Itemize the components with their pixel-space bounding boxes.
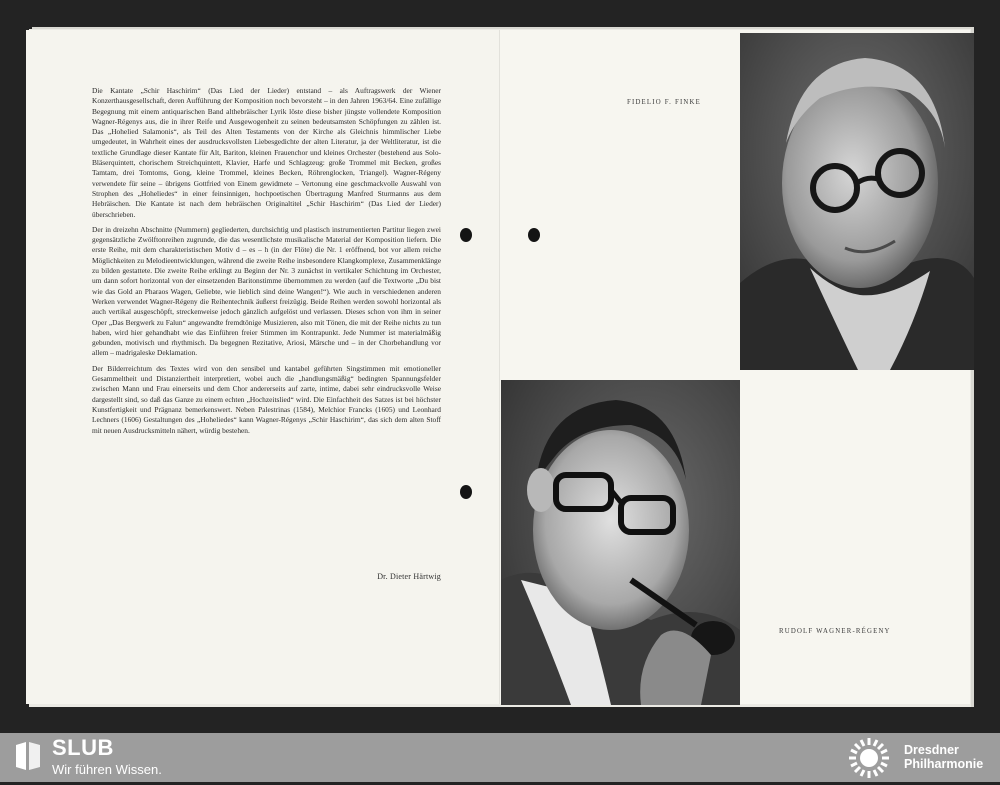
portrait-photo-finke bbox=[740, 33, 974, 370]
library-name[interactable]: SLUB bbox=[52, 735, 114, 760]
article-text bbox=[92, 86, 441, 441]
dresdner-philharmonie-logo-icon[interactable] bbox=[843, 736, 895, 785]
caption-wagner-regeny: RUDOLF WAGNER-RÉGENY bbox=[779, 628, 891, 635]
library-tagline: Wir führen Wissen. bbox=[52, 762, 162, 777]
punch-hole bbox=[460, 485, 472, 499]
paragraph-3: Der Bilderreichtum des Textes wird von den sensibel und kantabel geführten Singstimmen mit emotioneller Gesammeltheit und Distanziertheit interpretiert, wobei auch die „handlungsmäßig“ bedingten Spannungsfelder zwischen Mann und Frau einerseits und dem Chor andererseits auf zarte, intime, dabei sehr eindrucksvolle Weise dargestellt sind, so daß das Ganze zu einem echten „Hochzeitslied“ wird. Die Einfachheit des Satzes ist bei höchster Kunstfertigkeit und Prägnanz bemerkenswert. Neben Palestrinas (1584), Melchior Francks (1605) und Leonhard Lechners (1606) Gestaltungen des „Hoheliedes“ kann Wagner-Régenys „Schir Haschirim“, das sich dem alten Stoff mit neuen Ausdrucksmitteln nähert, würdig bestehen. bbox=[92, 363, 441, 435]
punch-hole bbox=[528, 228, 540, 242]
paragraph-1: Die Kantate „Schir Haschirim“ (Das Lied der Lieder) entstand – als Auftragswerk der Wiener Konzerthausgesellschaft, deren Aufführung der Komposition noch bevorsteht – in den Jahren 1963/64. Eine zufällige Begegnung mit einem antiquarischen Band althebräischer Lyrik löste diese bisher jüngste vollendete Komposition Wagner-Régenys aus, die in ihrer Reife und Ausgewogenheit zu seinen bedeutsamsten Schöpfungen zu zählen ist. Das „Hohelied Salamonis“, als Teil des Alten Testaments von der Kirche als Gleichnis himmlischer Liebe umgedeutet, in Wahrheit eines der ausdrucksvollsten Liebesgedichte der alten Literatur, ja der Weltliteratur, ist die textliche Grundlage dieser Kantate für Alt, Bariton, kleinen Frauenchor und kleines Orchester (bestehend aus Solo-Bläserquintett, chorischem Streichquintett, Klavier, Harfe und Schlagzeug: große Trommel mit Becken, großes Tamtam, drei Tomtoms, Gong, kleine Trommel, kleines Becken, Röhrenglocken, Triangel). Wagner-Régeny verwendete für seine – übrigens Gottfried von Einem gewidmete – Vertonung eine geschmackvolle Auswahl von Strophen des „Hoheliedes“ in einer feinsinnigen, hochpoetischen Übertragung Manfred Sturmanns aus dem Hebräischen. Die Kantate ist nach dem hebräischen Originaltitel „Schir Haschirim“ (Das Lied der Lieder) überschrieben. bbox=[92, 86, 441, 219]
footer-bar bbox=[0, 733, 1000, 782]
paragraph-2: Der in dreizehn Abschnitte (Nummern) gegliederten, durchsichtig und plastisch instrumentierten Partitur liegen zwei gegensätzliche Zwölftonreihen zugrunde, die das wesentlichste musikalische Material der Komposition liefern. Die erste Reihe, mit dem charakteristischen Motiv d – es – h (in der Flöte) die Nr. 1 eröffnend, bot vor allem reiche Möglichkeiten zu Melodieentwicklungen, während die zweite Reihe insbesondere Klangkomplexe, Zusammenklänge zu bilden gestattete. Die zweite Reihe erklingt zu Beginn der Nr. 3 zunächst in vertikaler Schichtung im Orchester, um dann sofort horizontal von der einsetzenden Baritonstimme übernommen zu werden (auf die Textworte „Du bist wie das Gold an Pharaos Wagen, Geliebte, wie lieblich sind deine Wangen!“). Wie auch in verschiedenen anderen Werken verwendet Wagner-Régeny die Reihentechnik äußerst freizügig. Beide Reihen werden sowohl horizontal als auch vertikal ausgeschöpft, streckenweise jedoch gänzlich aufgelöst und verlassen. Dieses schon von ihm in seiner Oper „Das Bergwerk zu Falun“ angewandte fremdtönige Musizieren, also mit Tönen, die mit der Reihe nichts zu tun haben, wird hier gehandhabt wie das Einführen freier Stimmen im Kontrapunkt. Jede Nummer ist materialmäßig gebunden, motivisch und rhythmisch. Da begegnen Rezitative, Ariosi, Märsche und – in der Chorbehandlung vor allem – madrigaleske Deklamation. bbox=[92, 224, 441, 358]
slub-logo-icon[interactable] bbox=[14, 741, 42, 776]
caption-finke: FIDELIO F. FINKE bbox=[627, 99, 701, 106]
partner-name-line1: Dresdner bbox=[904, 743, 959, 757]
partner-name-line2: Philharmonie bbox=[904, 757, 984, 771]
partner-name[interactable] bbox=[904, 743, 983, 771]
punch-hole bbox=[460, 228, 472, 242]
article-author: Dr. Dieter Härtwig bbox=[377, 572, 441, 581]
page-fold bbox=[499, 30, 500, 704]
portrait-photo-wagner-regeny bbox=[501, 380, 740, 705]
